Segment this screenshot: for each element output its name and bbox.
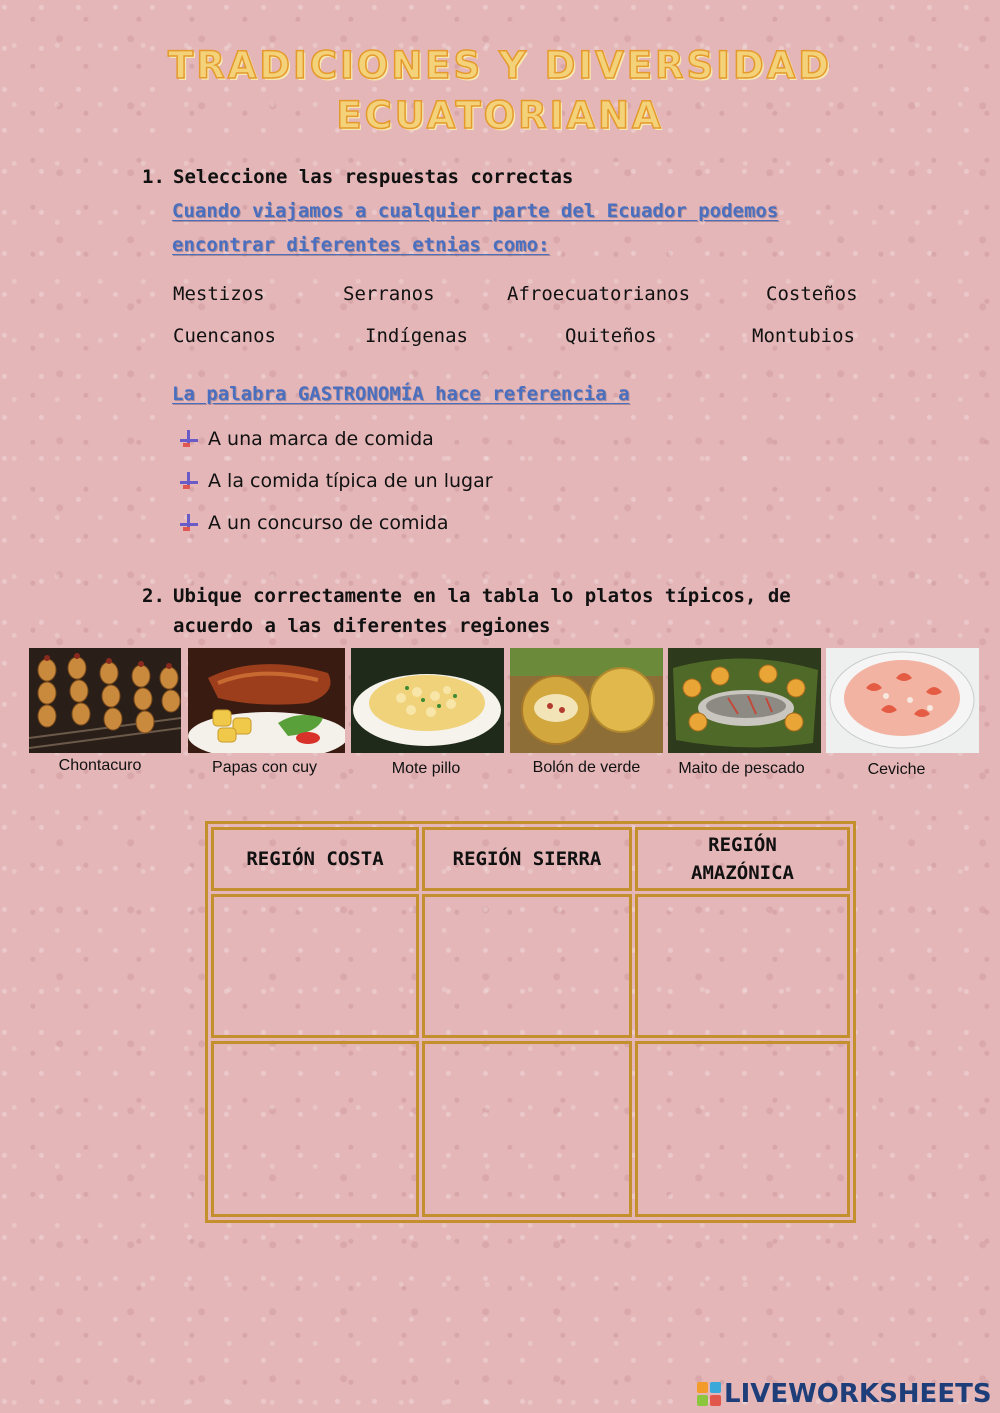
ethnicity-option[interactable]: Indígenas xyxy=(365,325,468,347)
liveworksheets-logo-text: LIVEWORKSHEETS xyxy=(724,1379,992,1409)
dish-caption: Papas con cuy xyxy=(212,759,317,776)
header-region-costa: REGIÓN COSTA xyxy=(211,827,419,891)
gastronomy-option[interactable] xyxy=(180,428,434,450)
gastronomy-option[interactable] xyxy=(180,512,449,534)
liveworksheets-logo[interactable] xyxy=(697,1379,992,1409)
ethnicity-option[interactable]: Serranos xyxy=(343,283,435,305)
dish-caption: Maito de pescado xyxy=(678,760,805,777)
drop-zone-amazonica[interactable] xyxy=(635,1041,850,1217)
drop-zone-costa[interactable] xyxy=(211,894,419,1038)
header-region-sierra: REGIÓN SIERRA xyxy=(422,827,632,891)
ceviche-photo[interactable] xyxy=(826,648,979,753)
question-2-text: Ubique correctamente en la tabla lo platos típicos, de acuerdo a las diferentes regiones xyxy=(173,585,791,637)
ethnicity-option[interactable]: Mestizos xyxy=(173,283,265,305)
dish-caption: Chontacuro xyxy=(58,757,142,774)
ethnicity-option[interactable]: Quiteños xyxy=(565,325,657,347)
drop-zone-sierra[interactable] xyxy=(422,894,632,1038)
drop-zone-costa[interactable] xyxy=(211,1041,419,1217)
gastronomy-option-label: A la comida típica de un lugar xyxy=(208,470,493,492)
worksheet-title-line1: TRADICIONES Y DIVERSIDAD xyxy=(167,44,833,87)
papas-con-cuy-photo[interactable] xyxy=(188,648,345,753)
bullet-arrow-icon xyxy=(180,472,198,490)
drop-zone-sierra[interactable] xyxy=(422,1041,632,1217)
question-2 xyxy=(142,581,852,637)
gastronomy-option-label: A un concurso de comida xyxy=(208,512,449,534)
bolon-de-verde-photo[interactable] xyxy=(510,648,663,753)
gastronomy-option-label: A una marca de comida xyxy=(208,428,434,450)
chontacuro-photo[interactable] xyxy=(29,648,181,753)
drop-zone-amazonica[interactable] xyxy=(635,894,850,1038)
liveworksheets-logo-icon xyxy=(697,1382,721,1406)
question-2-number: 2. xyxy=(142,585,165,607)
question-1-prompt-gastronomy: La palabra GASTRONOMÍA hace referencia a xyxy=(172,383,630,405)
question-1-text: Seleccione las respuestas correctas xyxy=(173,166,574,188)
question-1 xyxy=(142,162,852,192)
ethnicity-option[interactable]: Afroecuatorianos xyxy=(507,283,691,305)
regions-table xyxy=(205,821,856,1223)
dish-caption: Ceviche xyxy=(867,761,926,778)
ethnicity-option[interactable]: Costeños xyxy=(766,283,858,305)
gastronomy-option[interactable] xyxy=(180,470,493,492)
maito-de-pescado-photo[interactable] xyxy=(668,648,821,753)
dish-caption: Bolón de verde xyxy=(532,759,641,776)
header-region-amazonica: REGIÓN AMAZÓNICA xyxy=(635,827,850,891)
ethnicity-option[interactable]: Montubios xyxy=(752,325,855,347)
mote-pillo-photo[interactable] xyxy=(351,648,504,753)
worksheet-title-line2: ECUATORIANA xyxy=(336,94,664,137)
bullet-arrow-icon xyxy=(180,514,198,532)
question-1-number: 1. xyxy=(142,166,165,188)
bullet-arrow-icon xyxy=(180,430,198,448)
ethnicity-option[interactable]: Cuencanos xyxy=(173,325,276,347)
dish-caption: Mote pillo xyxy=(391,760,461,777)
question-1-prompt-ethnicities: Cuando viajamos a cualquier parte del Ecuador podemos encontrar diferentes etnias como: xyxy=(172,200,779,256)
